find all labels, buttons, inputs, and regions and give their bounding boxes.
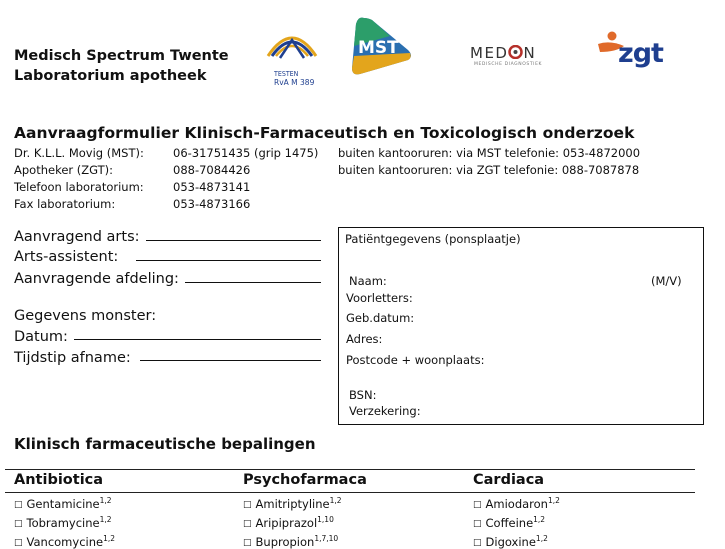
item-name: Amiodaron	[485, 496, 548, 511]
medlon-text-right: N	[523, 44, 537, 62]
checkbox-icon[interactable]: □	[14, 518, 23, 529]
item-name: Amitriptyline	[255, 496, 330, 511]
medlon-o-icon	[508, 45, 523, 58]
date-label: Datum:	[14, 329, 68, 345]
department-field[interactable]	[185, 282, 321, 283]
form-title: Aanvraagformulier Klinisch-Farmaceutisch en Toxicologisch onderzoek	[14, 124, 635, 142]
checkbox-icon[interactable]: □	[473, 518, 482, 529]
list-item[interactable]	[473, 515, 545, 530]
item-footnote: 1,2	[533, 515, 546, 524]
patient-birthdate-label: Geb.datum:	[346, 311, 415, 325]
list-item[interactable]	[243, 534, 338, 549]
zgt-text: zgt	[618, 38, 663, 69]
contact-fax: 053-4873166	[173, 197, 251, 211]
contact-row	[14, 145, 144, 162]
mst-logo	[350, 16, 414, 78]
contact-phone: 088-7084426	[173, 163, 251, 177]
list-item[interactable]	[14, 515, 112, 530]
medlon-logo	[470, 44, 570, 74]
zgt-logo	[596, 30, 670, 78]
checkbox-icon[interactable]: □	[14, 537, 23, 548]
sample-time-field[interactable]	[140, 360, 321, 361]
list-item[interactable]	[14, 534, 115, 549]
item-footnote: 1,2	[103, 534, 116, 543]
rva-logo	[264, 26, 320, 86]
requesting-doctor-field[interactable]	[146, 240, 321, 241]
rva-text-2: RvA M 389	[274, 78, 315, 87]
contact-label: Fax laboratorium:	[14, 197, 116, 211]
assistant-field[interactable]	[136, 260, 321, 261]
rva-arcs-icon	[264, 26, 320, 66]
patient-box-title: Patiëntgegevens (ponsplaatje)	[345, 232, 521, 246]
column-heading-cardiaca: Cardiaca	[473, 472, 545, 488]
checkbox-icon[interactable]: □	[473, 537, 482, 548]
item-footnote: 1,2	[99, 515, 112, 524]
item-name: Bupropion	[255, 534, 315, 549]
contact-after-hours: buiten kantooruren: via MST telefonie: 053-4872000	[338, 146, 641, 160]
item-name: Tobramycine	[26, 515, 100, 530]
section-title: Klinisch farmaceutische bepalingen	[14, 435, 316, 453]
patient-initials-label: Voorletters:	[346, 291, 413, 305]
patient-box	[338, 227, 704, 425]
patient-address-label: Adres:	[346, 332, 383, 346]
column-heading-psychofarmaca: Psychofarmaca	[243, 472, 367, 488]
item-footnote: 1,2	[99, 496, 112, 505]
item-name: Aripiprazol	[255, 515, 318, 530]
checkbox-icon[interactable]: □	[243, 499, 252, 510]
item-footnote: 1,10	[317, 515, 334, 524]
checkbox-icon[interactable]: □	[14, 499, 23, 510]
rva-text-1: TESTEN	[274, 70, 299, 78]
item-name: Digoxine	[485, 534, 536, 549]
org-name: Medisch Spectrum Twente	[14, 48, 229, 64]
list-item[interactable]	[14, 496, 112, 511]
patient-postcode-label: Postcode + woonplaats:	[346, 353, 485, 367]
list-item[interactable]	[243, 515, 334, 530]
sample-time-label: Tijdstip afname:	[14, 350, 131, 366]
sample-heading: Gegevens monster:	[14, 308, 157, 324]
contact-label: Apotheker (ZGT):	[14, 163, 114, 177]
date-field[interactable]	[74, 339, 321, 340]
patient-insurance-label: Verzekering:	[349, 404, 421, 418]
checkbox-icon[interactable]: □	[243, 518, 252, 529]
mst-text: MST	[358, 38, 399, 58]
item-footnote: 1,2	[547, 496, 560, 505]
contact-label: Dr. K.L.L. Movig (MST):	[14, 146, 144, 160]
item-name: Gentamicine	[26, 496, 100, 511]
item-footnote: 1,2	[535, 534, 548, 543]
requesting-doctor-label: Aanvragend arts:	[14, 229, 140, 245]
patient-gender-label: (M/V)	[651, 274, 682, 288]
item-footnote: 1,2	[329, 496, 342, 505]
divider-top	[5, 469, 695, 470]
list-item[interactable]	[473, 496, 560, 511]
list-item[interactable]	[243, 496, 342, 511]
contact-phone: 06-31751435 (grip 1475)	[173, 146, 319, 160]
item-name: Vancomycine	[26, 534, 104, 549]
column-heading-antibiotica: Antibiotica	[14, 472, 104, 488]
contact-after-hours: buiten kantooruren: via ZGT telefonie: 088-7087878	[338, 163, 640, 177]
department-label: Aanvragende afdeling:	[14, 271, 179, 287]
patient-bsn-label: BSN:	[349, 388, 377, 402]
medlon-text-left: MED	[470, 44, 509, 62]
checkbox-icon[interactable]: □	[473, 499, 482, 510]
contact-label: Telefoon laboratorium:	[14, 180, 144, 194]
patient-name-label: Naam:	[349, 274, 387, 288]
contact-phone: 053-4873141	[173, 180, 251, 194]
item-name: Coffeine	[485, 515, 534, 530]
medlon-subtitle: MEDISCHE DIAGNOSTIEK	[474, 62, 543, 67]
list-item[interactable]	[473, 534, 548, 549]
divider-bottom	[5, 492, 695, 493]
assistant-label: Arts-assistent:	[14, 249, 119, 265]
item-footnote: 1,7,10	[314, 534, 339, 543]
checkbox-icon[interactable]: □	[243, 537, 252, 548]
department-name: Laboratorium apotheek	[14, 68, 207, 84]
